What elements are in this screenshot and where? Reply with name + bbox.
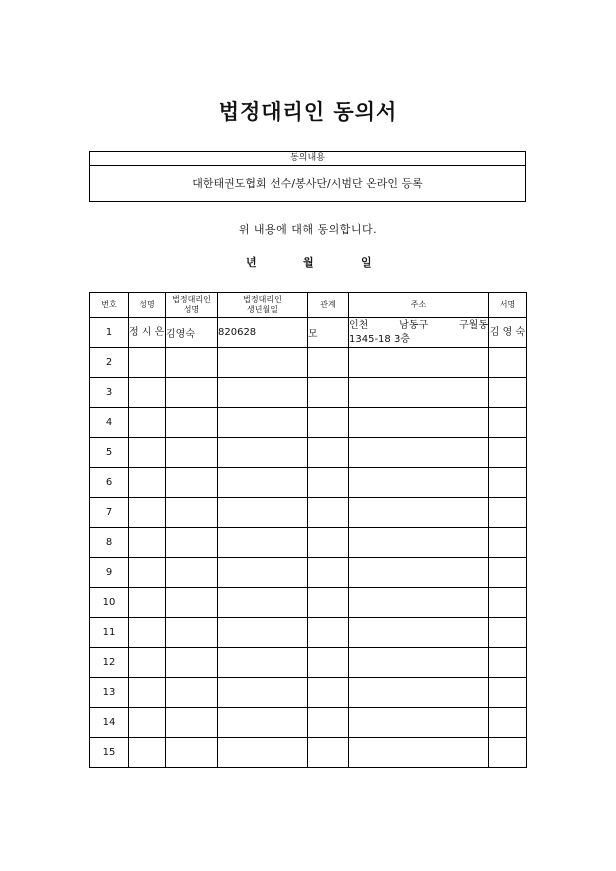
- header-rep-birth-line2: 생년월일: [247, 305, 278, 314]
- row-number: 6: [90, 468, 129, 498]
- row-signature: [489, 708, 527, 738]
- row-signature: [489, 498, 527, 528]
- row-number: 7: [90, 498, 129, 528]
- table-row: [90, 348, 527, 378]
- row-relation: [308, 438, 349, 468]
- row-name: [129, 588, 166, 618]
- row-number: 9: [90, 558, 129, 588]
- row-relation: [308, 678, 349, 708]
- row-name: [129, 618, 166, 648]
- row-rep-name: [166, 378, 218, 408]
- row-number: 10: [90, 588, 129, 618]
- row-rep-name: [166, 618, 218, 648]
- table-row: [90, 438, 527, 468]
- row-rep-name: [166, 498, 218, 528]
- row-address: [349, 618, 489, 648]
- row-relation: [308, 348, 349, 378]
- row-name: [129, 378, 166, 408]
- consent-content: 대한태권도협회 선수/봉사단/시범단 온라인 등록: [192, 177, 423, 190]
- row-name: [129, 528, 166, 558]
- row-address: [349, 348, 489, 378]
- row-rep-birth: [218, 528, 308, 558]
- address-line2: 1345-18 3층: [349, 333, 410, 345]
- row-relation: [308, 648, 349, 678]
- table-header-row: [90, 293, 527, 318]
- row-address: [349, 318, 489, 348]
- row-rep-name: [166, 528, 218, 558]
- row-rep-birth: [218, 498, 308, 528]
- row-rep-name: [166, 648, 218, 678]
- row-address: [349, 678, 489, 708]
- address-part: 인천: [349, 319, 369, 331]
- row-signature: [489, 468, 527, 498]
- row-rep-birth: [218, 708, 308, 738]
- row-name: 정 시 은: [129, 318, 166, 348]
- row-rep-birth: [218, 468, 308, 498]
- row-rep-birth: [218, 678, 308, 708]
- header-signature: 서명: [489, 293, 527, 318]
- row-signature: [489, 348, 527, 378]
- header-address: 주소: [349, 293, 489, 318]
- table-row: [90, 558, 527, 588]
- row-number: 3: [90, 378, 129, 408]
- row-address: [349, 498, 489, 528]
- header-name: 성명: [129, 293, 166, 318]
- row-address: [349, 648, 489, 678]
- row-address: [349, 438, 489, 468]
- row-rep-birth: [218, 408, 308, 438]
- row-name: [129, 708, 166, 738]
- row-rep-birth: 820628: [218, 318, 308, 348]
- row-rep-birth: [218, 378, 308, 408]
- row-number: 14: [90, 708, 129, 738]
- row-rep-name: [166, 588, 218, 618]
- row-relation: [308, 528, 349, 558]
- guardian-table: [89, 292, 527, 768]
- consent-box: [89, 151, 526, 202]
- header-relation: 관계: [308, 293, 349, 318]
- date-day-label: 일: [361, 256, 372, 269]
- row-signature: [489, 528, 527, 558]
- row-signature: [489, 738, 527, 768]
- row-relation: [308, 618, 349, 648]
- row-address: [349, 558, 489, 588]
- row-rep-birth: [218, 588, 308, 618]
- table-row: [90, 528, 527, 558]
- row-relation: [308, 738, 349, 768]
- row-number: 15: [90, 738, 129, 768]
- address-part: 구월동: [459, 319, 488, 331]
- agreement-statement: 위 내용에 대해 동의합니다.: [238, 223, 378, 236]
- header-rep-name-line1: 법정대리인: [172, 295, 211, 304]
- row-rep-birth: [218, 438, 308, 468]
- row-name: [129, 498, 166, 528]
- header-rep-birth: [218, 293, 308, 318]
- row-rep-name: [166, 558, 218, 588]
- row-name: [129, 558, 166, 588]
- header-rep-name-line2: 성명: [183, 305, 200, 314]
- row-signature: [489, 588, 527, 618]
- row-rep-name: [166, 738, 218, 768]
- row-rep-birth: [218, 348, 308, 378]
- row-signature: [489, 378, 527, 408]
- row-name: [129, 408, 166, 438]
- row-rep-name: [166, 468, 218, 498]
- document-title: 법정대리인 동의서: [218, 100, 398, 124]
- header-rep-birth-line1: 법정대리인: [243, 295, 282, 304]
- table-row: [90, 498, 527, 528]
- row-address: [349, 408, 489, 438]
- row-relation: [308, 588, 349, 618]
- table-row: [90, 648, 527, 678]
- table-row: [90, 378, 527, 408]
- row-relation: [308, 558, 349, 588]
- row-number: 12: [90, 648, 129, 678]
- row-signature: [489, 408, 527, 438]
- row-rep-name: 김영숙: [166, 318, 218, 348]
- row-relation: [308, 708, 349, 738]
- table-row: [90, 408, 527, 438]
- row-signature: [489, 678, 527, 708]
- row-number: 11: [90, 618, 129, 648]
- header-number: 번호: [90, 293, 129, 318]
- row-number: 8: [90, 528, 129, 558]
- row-relation: [308, 468, 349, 498]
- row-address: [349, 738, 489, 768]
- table-row: [90, 588, 527, 618]
- date-month-label: 월: [303, 256, 314, 269]
- table-row: [90, 738, 527, 768]
- row-rep-birth: [218, 648, 308, 678]
- row-relation: [308, 378, 349, 408]
- row-rep-birth: [218, 738, 308, 768]
- row-number: 4: [90, 408, 129, 438]
- row-rep-name: [166, 708, 218, 738]
- table-row: [90, 618, 527, 648]
- row-relation: [308, 498, 349, 528]
- row-name: [129, 738, 166, 768]
- table-row: [90, 468, 527, 498]
- address-part: 남동구: [399, 319, 429, 331]
- row-signature: [489, 438, 527, 468]
- row-name: [129, 678, 166, 708]
- row-relation: [308, 408, 349, 438]
- table-row: [90, 708, 527, 738]
- row-number: 2: [90, 348, 129, 378]
- row-number: 5: [90, 438, 129, 468]
- row-address: [349, 708, 489, 738]
- row-rep-name: [166, 348, 218, 378]
- header-rep-name: [166, 293, 218, 318]
- row-rep-birth: [218, 558, 308, 588]
- row-signature: [489, 618, 527, 648]
- row-address: [349, 588, 489, 618]
- row-number: 1: [90, 318, 129, 348]
- consent-header: 동의내용: [90, 152, 525, 166]
- row-name: [129, 468, 166, 498]
- row-signature: [489, 558, 527, 588]
- row-name: [129, 438, 166, 468]
- row-signature: [489, 648, 527, 678]
- row-number: 13: [90, 678, 129, 708]
- row-rep-birth: [218, 618, 308, 648]
- row-rep-name: [166, 678, 218, 708]
- row-signature: 김 영 숙: [489, 318, 527, 348]
- address-line1: [349, 319, 488, 333]
- date-year-label: 년: [246, 256, 257, 269]
- row-rep-name: [166, 408, 218, 438]
- row-relation: 모: [308, 318, 349, 348]
- table-row: [90, 678, 527, 708]
- row-address: [349, 378, 489, 408]
- row-name: [129, 648, 166, 678]
- row-name: [129, 348, 166, 378]
- row-address: [349, 468, 489, 498]
- row-rep-name: [166, 438, 218, 468]
- table-row: [90, 318, 527, 348]
- row-address: [349, 528, 489, 558]
